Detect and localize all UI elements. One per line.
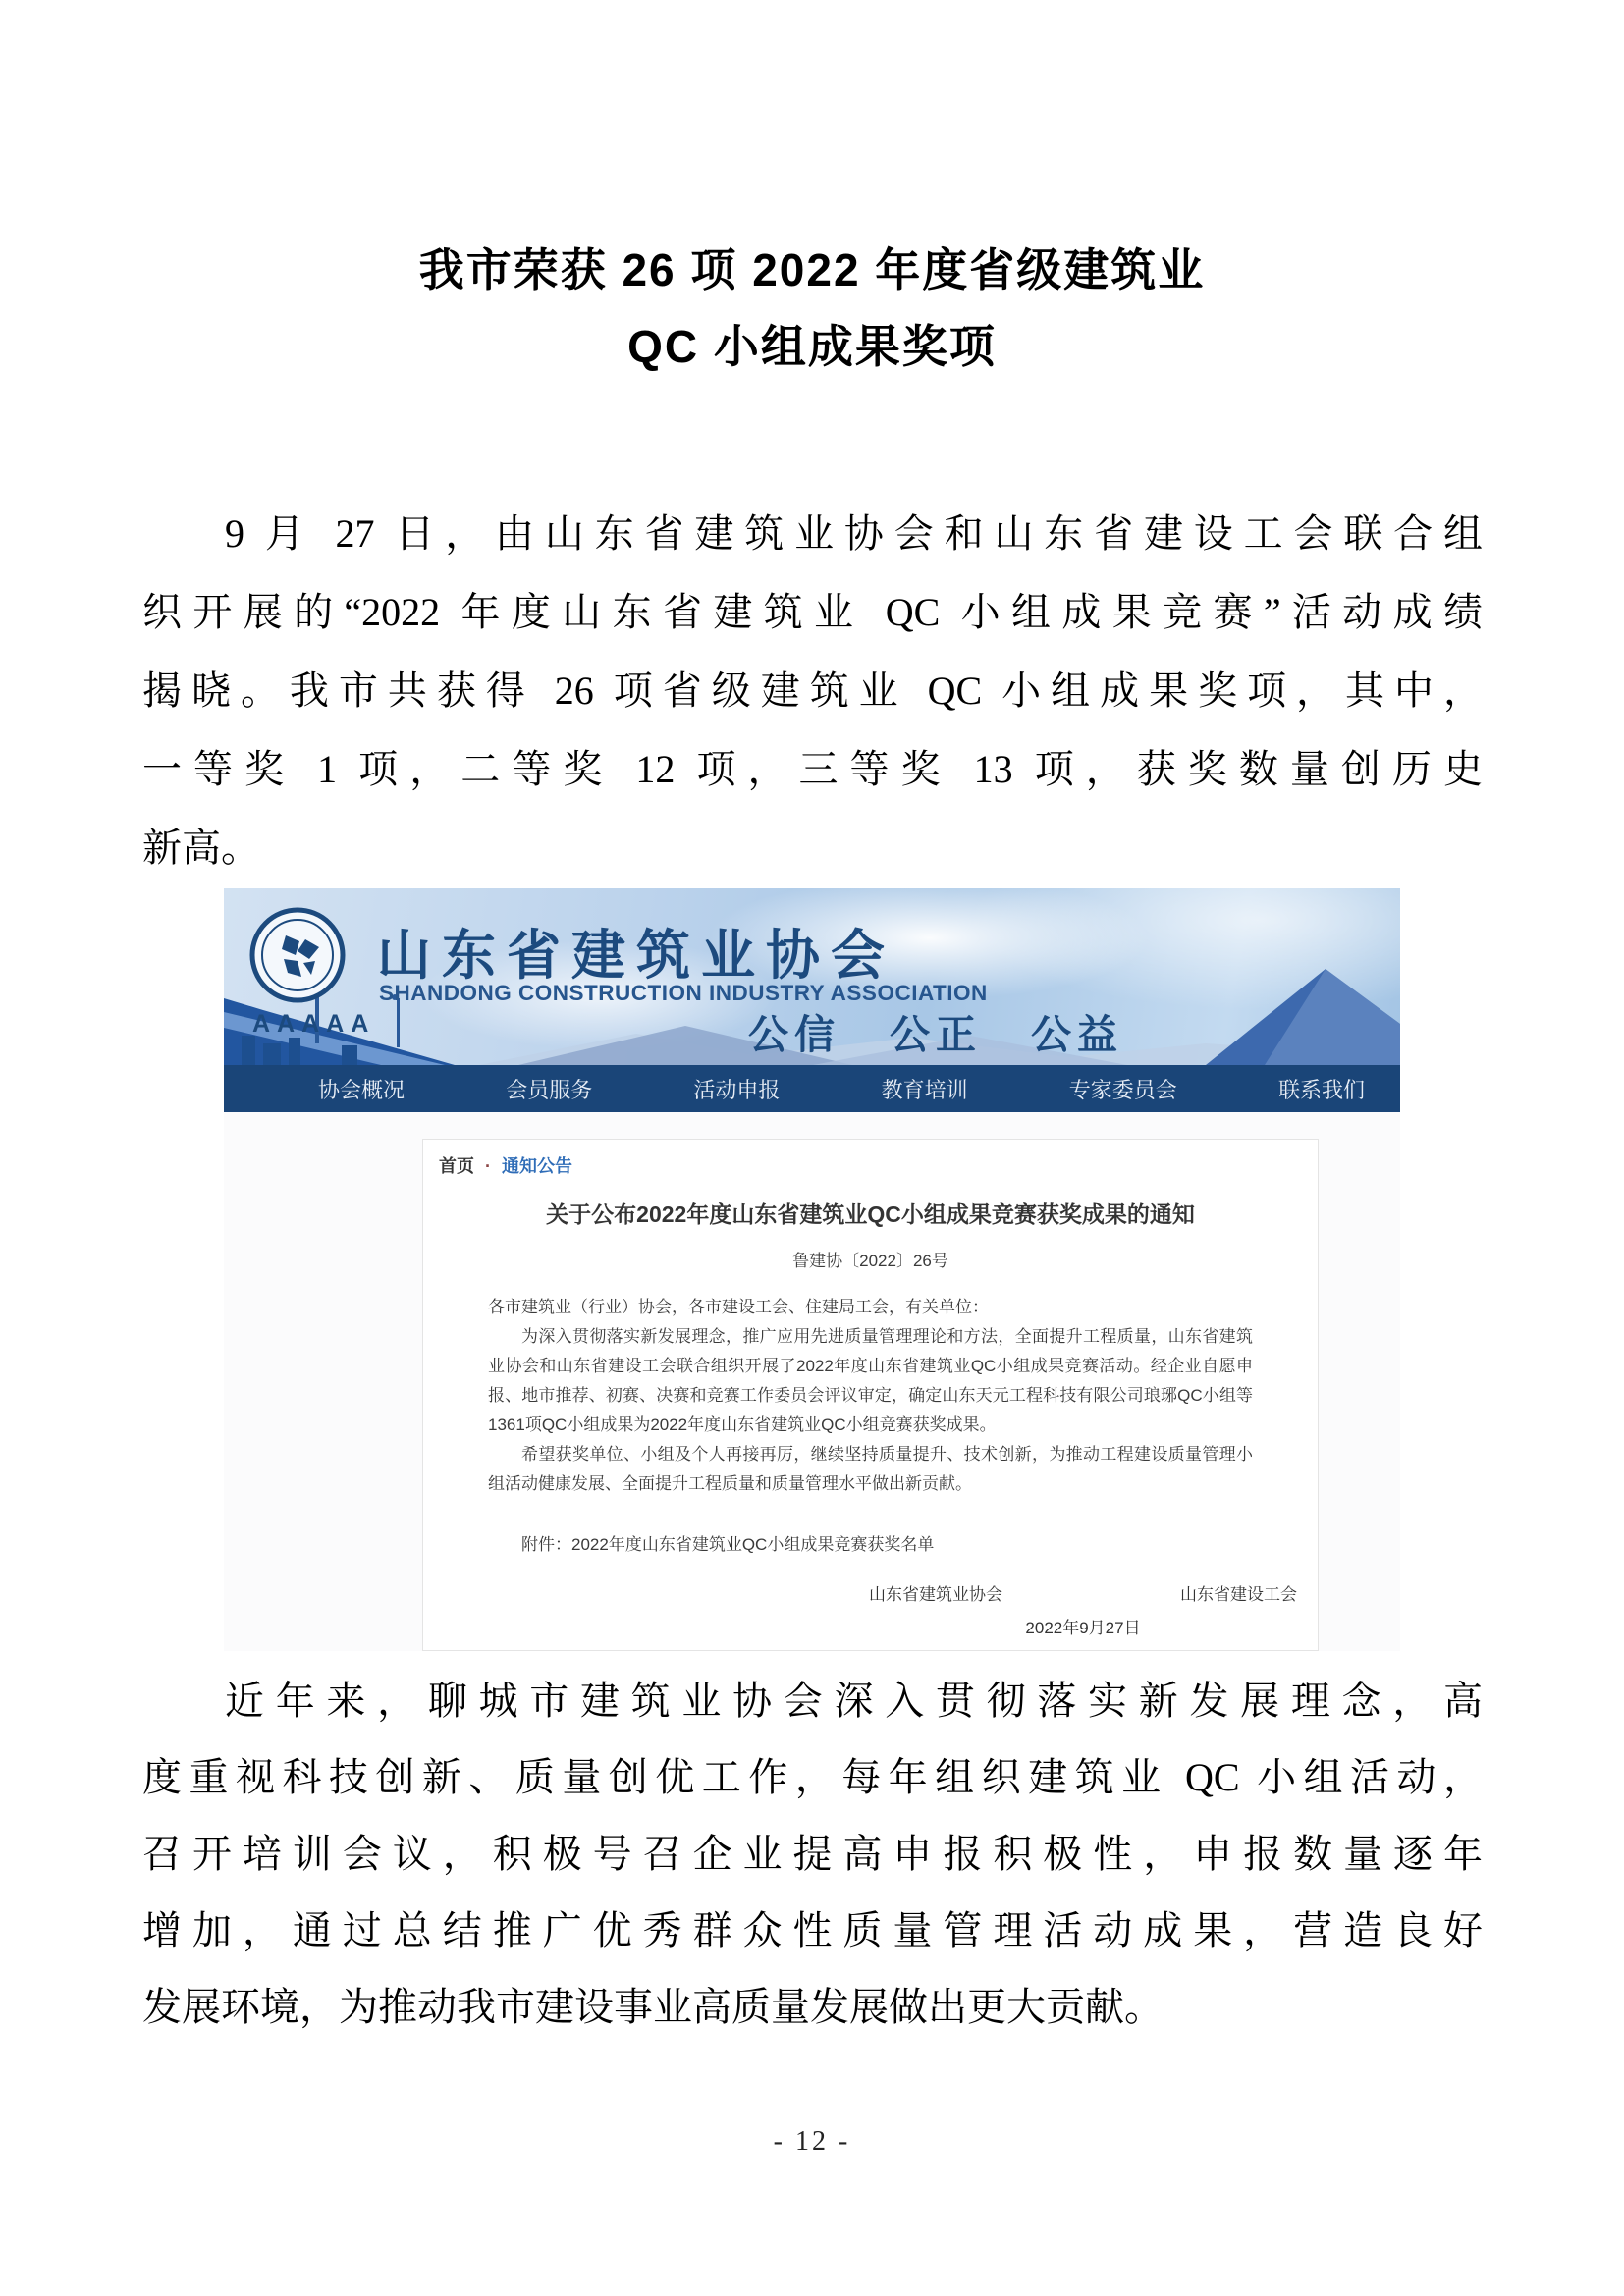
embedded-website-screenshot — [224, 888, 1400, 1651]
rating-text: AAAAA — [252, 1010, 376, 1038]
page-title-line-1: 我市荣获 26 项 2022 年度省级建筑业 — [418, 244, 1206, 295]
nav-item-education-training[interactable]: 教育培训 — [881, 1077, 968, 1102]
org-name-cn: 山东省建筑业协会 — [377, 925, 896, 986]
signer-association: 山东省建筑业协会 — [869, 1585, 1002, 1604]
website-banner — [224, 888, 1400, 1065]
org-name-en: SHANDONG CONSTRUCTION INDUSTRY ASSOCIATION — [379, 981, 988, 1005]
paragraph-line: 度重视科技创新、质量创优工作，每年组织建筑业 QC 小组活动， — [142, 1755, 1483, 1799]
slogan-integrity: 公信 — [748, 1012, 840, 1057]
paragraph-line: 新高。 — [142, 826, 260, 870]
nav-item-expert-committee[interactable]: 专家委员会 — [1068, 1077, 1177, 1102]
notice-attachment: 附件：2022年度山东省建筑业QC小组成果竞赛获奖名单 — [521, 1535, 935, 1554]
notice-date: 2022年9月27日 — [1025, 1619, 1141, 1637]
notice-doc-number: 鲁建协〔2022〕26号 — [792, 1252, 948, 1270]
notice-salutation: 各市建筑业（行业）协会，各市建设工会、住建局工会，有关单位： — [488, 1298, 989, 1316]
paragraph-line: 9 月 27 日，由山东省建筑业协会和山东省建设工会联合组 — [225, 511, 1483, 556]
nav-item-member-services[interactable]: 会员服务 — [506, 1077, 593, 1102]
signer-union: 山东省建设工会 — [1180, 1585, 1297, 1604]
website-navbar — [224, 1065, 1400, 1112]
association-logo-icon — [248, 906, 347, 1004]
notice-title: 关于公布2022年度山东省建筑业QC小组成果竞赛获奖成果的通知 — [546, 1201, 1195, 1227]
banner-slogans — [748, 1002, 1123, 1060]
website-content-area — [224, 1112, 1400, 1651]
nav-item-activity-application[interactable]: 活动申报 — [693, 1077, 781, 1102]
page-number: - 12 - — [773, 2126, 851, 2157]
paragraph-line: 织开展的“2022 年度山东省建筑业 QC 小组成果竞赛”活动成绩 — [142, 590, 1483, 634]
article-paragraph-2 — [142, 1663, 1483, 2046]
article-paragraph-1 — [142, 495, 1483, 887]
notice-signature-block — [869, 1580, 1297, 1638]
paragraph-line: 增加，通过总结推广优秀群众性质量管理活动成果，营造良好 — [142, 1908, 1483, 1952]
nav-item-association-overview[interactable]: 协会概况 — [318, 1077, 406, 1102]
nav-item-contact-us[interactable]: 联系我们 — [1277, 1077, 1365, 1102]
page-title — [0, 232, 1624, 385]
association-logo — [245, 906, 376, 1039]
breadcrumb — [439, 1152, 572, 1178]
paragraph-line: 揭晓。我市共获得 26 项省级建筑业 QC 小组成果奖项，其中， — [142, 668, 1483, 713]
slogan-fairness: 公正 — [890, 1012, 982, 1057]
notice-paragraph: 为深入贯彻落实新发展理念，推广应用先进质量管理理论和方法，全面提升工程质量，山东省建筑业协会和山东省建设工会联合组织开展了2022年度山东省建筑业QC小组成果竞赛活动。经企业自愿申报、地市推荐、初赛、决赛和竞赛工作委员会评议审定，确定山东天元工程科技有限公司琅琊QC小组等1361项QC小组成果为2022年度山东省建筑业QC小组竞赛获奖成果。 — [488, 1327, 1253, 1434]
paragraph-line: 发展环境，为推动我市建设事业高质量发展做出更大贡献。 — [142, 1985, 1164, 2029]
paragraph-line: 一等奖 1 项，二等奖 12 项，三等奖 13 项，获奖数量创历史 — [142, 747, 1483, 791]
notice-paragraph: 希望获奖单位、小组及个人再接再厉，继续坚持质量提升、技术创新，为推动工程建设质量管理小组活动健康发展、全面提升工程质量和质量管理水平做出新贡献。 — [488, 1445, 1253, 1493]
paragraph-line: 近年来，聊城市建筑业协会深入贯彻落实新发展理念，高 — [225, 1679, 1483, 1723]
slogan-public-good: 公益 — [1031, 1012, 1123, 1057]
notice-body — [488, 1293, 1253, 1499]
breadcrumb-current-link[interactable]: 通知公告 — [502, 1156, 573, 1176]
notice-panel — [422, 1139, 1319, 1651]
page-title-line-2: QC 小组成果奖项 — [627, 321, 997, 372]
breadcrumb-home-link[interactable]: 首页 — [439, 1156, 474, 1176]
paragraph-line: 召开培训会议，积极号召企业提高申报积极性，申报数量逐年 — [142, 1832, 1483, 1876]
breadcrumb-separator: · — [485, 1156, 492, 1176]
